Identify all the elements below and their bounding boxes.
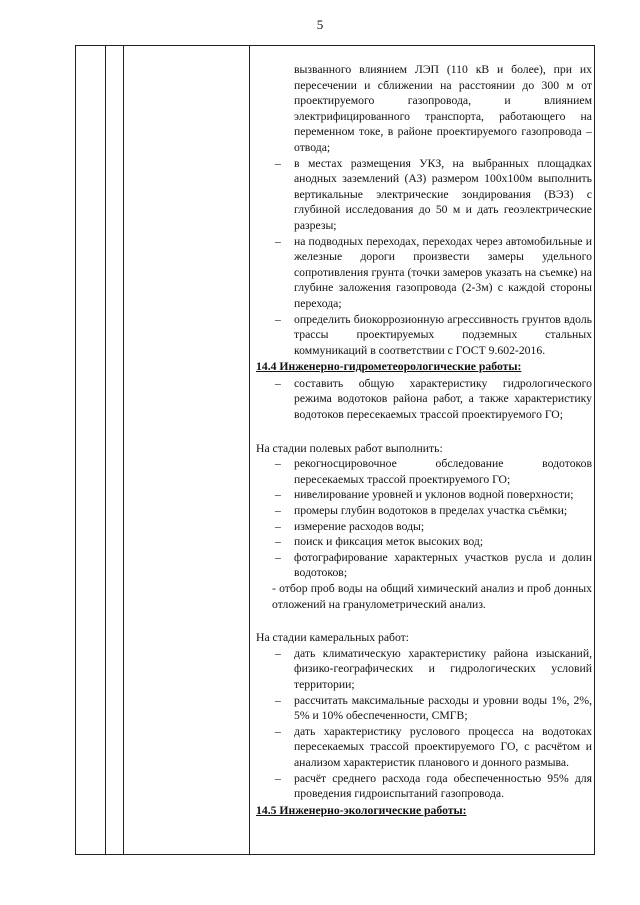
office-stage-intro: На стадии камеральных работ:: [256, 631, 410, 645]
dash-bullet: –: [275, 488, 281, 502]
table-column-divider: [123, 46, 124, 854]
dash-bullet: –: [275, 376, 281, 390]
dash-bullet: –: [275, 693, 281, 707]
list-item: – на подводных переходах, переходах через автомобильные и железные дороги произвести замеры удельного сопротивления грунта (точки замеров указать на съемке) на глубине заложения газопровода (2-3м) с каждой стороны перехода;: [275, 234, 592, 310]
list-item: – в местах размещения УКЗ, на выбранных площадках анодных заземлений (АЗ) размером 100х100м выполнить вертикальные электрические зондирования (ВЭЗ) с глубиной исследования до 50 м и дать геоэлектрические разрезы;: [275, 156, 592, 232]
dash-bullet: –: [275, 646, 281, 660]
field-stage-intro: На стадии полевых работ выполнить:: [256, 441, 443, 455]
list-item: – рассчитать максимальные расходы и уровни воды 1%, 2%, 5% и 10% обеспеченности, СМГВ;: [275, 693, 592, 723]
list-item: вызванного влиянием ЛЭП (110 кВ и более), при их пересечении и сближении на расстоянии до 300 м от проектируемого газопровода, и влиянием электрифицированного транспорта, работающего на переменном токе, в районе проектируемого газопровода – отвода;: [294, 63, 592, 154]
requirements-cell: [256, 62, 592, 819]
list-item: – дать климатическую характеристику района изысканий, физико-географических и гидрологических условий территории;: [275, 646, 592, 691]
dash-bullet: –: [275, 535, 281, 549]
sampling-item: - отбор проб воды на общий химический анализ и проб донных отложений на гранулометрический анализ.: [272, 582, 592, 611]
list-item: – поиск и фиксация меток высоких вод;: [275, 535, 484, 549]
dash-bullet: –: [275, 550, 281, 564]
list-item: – нивелирование уровней и уклонов водной поверхности;: [275, 488, 574, 502]
dash-bullet: –: [275, 312, 281, 326]
page-number: 5: [316, 17, 324, 32]
dash-bullet: –: [275, 234, 281, 248]
list-item: – определить биокоррозионную агрессивность грунтов вдоль трассы проектируемых подземных стальных коммуникаций в соответствии с ГОСТ 9.602-2016.: [275, 312, 592, 357]
list-item: – промеры глубин водотоков в пределах участка съёмки;: [275, 504, 568, 518]
dash-bullet: –: [275, 457, 281, 471]
section-heading-14-5: 14.5 Инженерно-экологические работы:: [256, 803, 467, 817]
list-item: – составить общую характеристику гидрологического режима водотоков района работ, а также характеристику водотоков пересекаемых трассой проектируемого ГО;: [275, 376, 592, 422]
list-item: – фотографирование характерных участков русла и долин водотоков;: [275, 550, 592, 580]
section-heading-14-4: 14.4 Инженерно-гидрометеорологические работы:: [256, 360, 522, 374]
list-item: – расчёт среднего расхода года обеспеченностью 95% для проведения гидроиспытаний газопровода.: [275, 771, 592, 801]
list-item: – дать характеристику руслового процесса на водотоках пересекаемых трассой проектируемого ГО, с расчётом и анализом характеристик планового и донного размыва.: [275, 724, 592, 769]
dash-bullet: –: [275, 724, 281, 738]
dash-bullet: –: [275, 519, 281, 533]
table-column-divider: [105, 46, 106, 854]
list-item: – измерение расходов воды;: [275, 519, 425, 533]
dash-bullet: –: [275, 156, 281, 170]
dash-bullet: –: [275, 504, 281, 518]
dash-bullet: –: [275, 771, 281, 785]
table-column-divider: [249, 46, 250, 854]
list-item: – рекогносцировочное обследование водотоков пересекаемых трассой проектируемого ГО;: [275, 457, 592, 486]
